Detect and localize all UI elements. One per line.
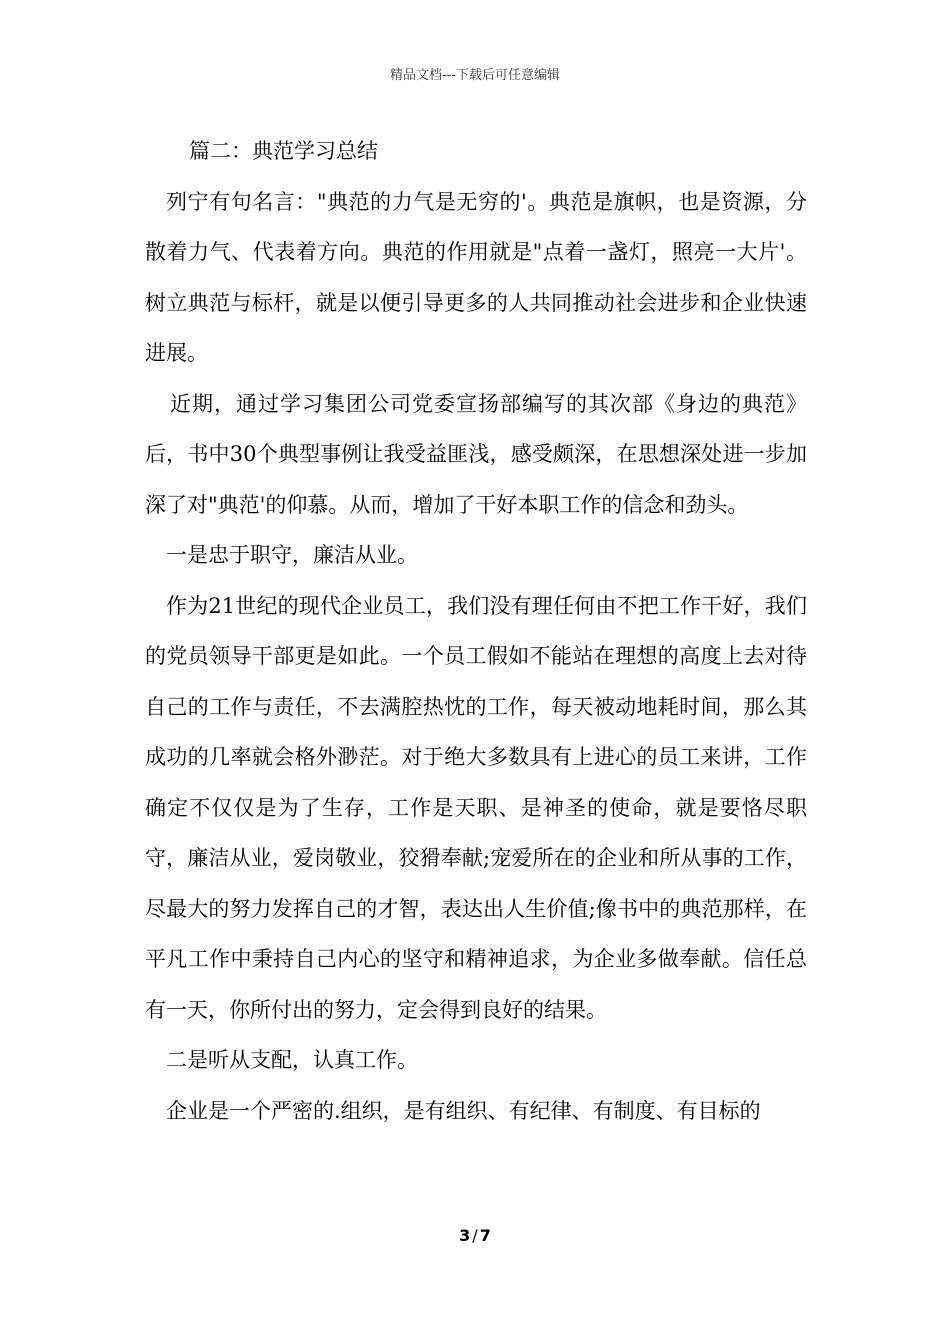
paragraph-6: 企业是一个严密的.组织，是有组织、有纪律、有制度、有目标的 <box>166 1098 761 1123</box>
document-body <box>145 126 807 1136</box>
page-number-current: 3 <box>459 1226 471 1245</box>
page-header: 精品文档---下载后可任意编辑 <box>389 68 561 83</box>
section-title: 篇二：典范学习总结 <box>189 139 378 163</box>
page-number-separator: / <box>472 1226 478 1245</box>
page-number <box>0 1226 950 1245</box>
paragraph-5: 二是听从支配，认真工作。 <box>166 1048 418 1072</box>
page-number-total: 7 <box>479 1226 491 1245</box>
paragraph-2: 近期，通过学习集团公司党委宣扬部编写的其次部《身边的典范》后，书中30个典型事例让我受益匪浅，感受颇深，在思想深处进一步加深了对"典范'的仰慕。从而，增加了干好本职工作的信念和劲头。 <box>145 391 807 517</box>
paragraph-1: 列宁有句名言："典范的力气是无穷的'。典范是旗帜，也是资源，分散着力气、代表着方向。典范的作用就是"点着一盏灯，照亮一大片'。树立典范与标杆，就是以便引导更多的人共同推动社会进步和企业快速进展。 <box>145 189 807 365</box>
paragraph-4: 作为21世纪的现代企业员工，我们没有理任何由不把工作干好，我们的党员领导干部更是如此。一个员工假如不能站在理想的高度上去对待自己的工作与责任，不去满腔热忱的工作，每天被动地耗时间，那么其成功的几率就会格外渺茫。对于绝大多数具有上进心的员工来讲，工作确定不仅仅是为了生存，工作是天职、是神圣的使命，就是要恪尽职守，廉洁从业，爱岗敬业，狡猾奉献;宠爱所在的企业和所从事的工作，尽最大的努力发挥自己的才智，表达出人生价值;像书中的典范那样，在平凡工作中秉持自己内心的坚守和精神追求，为企业多做奉献。信任总有一天，你所付出的努力，定会得到良好的结果。 <box>145 593 807 1022</box>
paragraph-3: 一是忠于职守，廉洁从业。 <box>166 543 418 567</box>
